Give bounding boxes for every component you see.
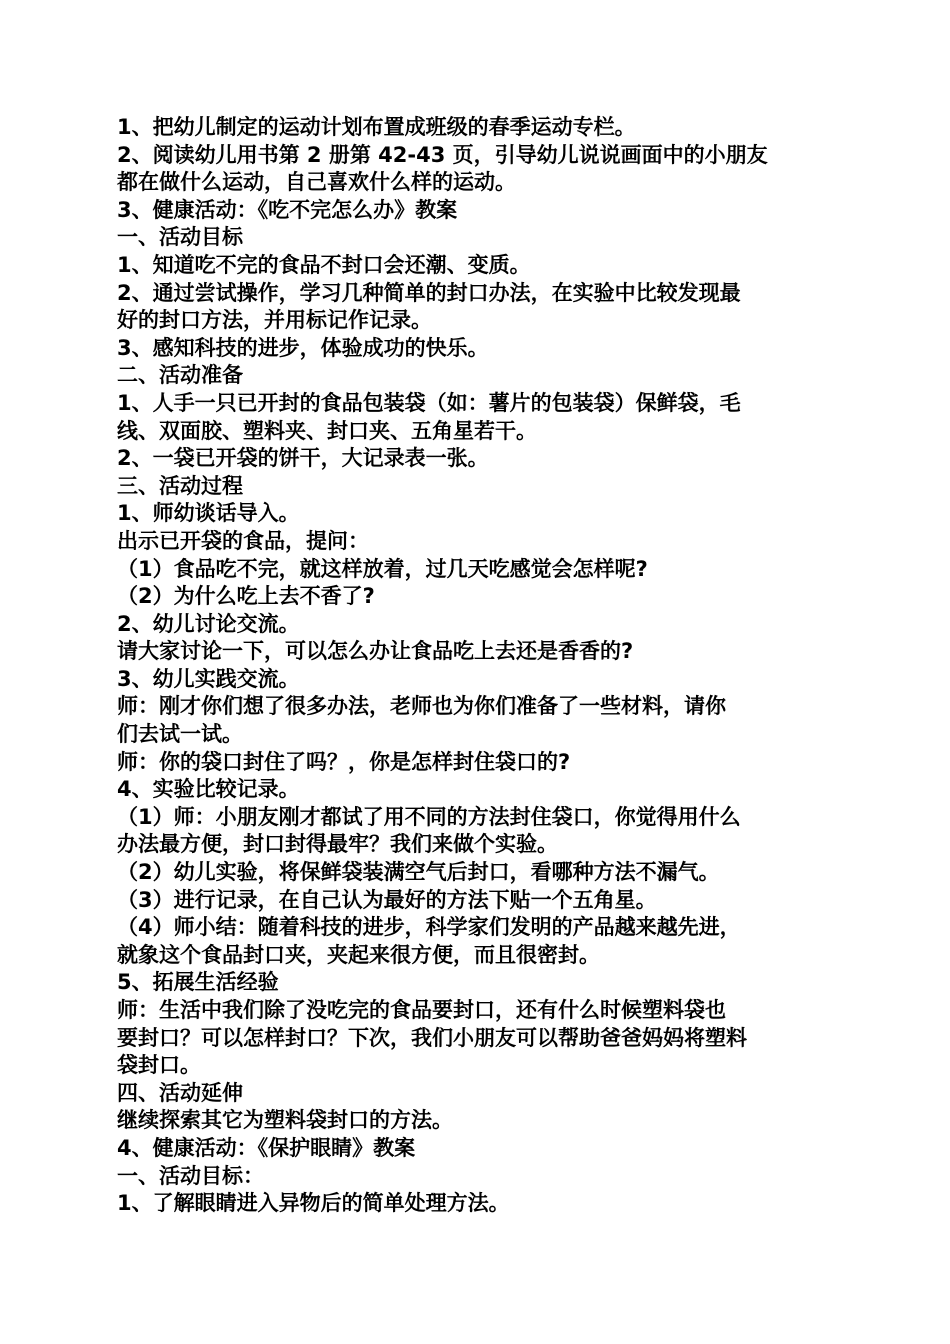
text-line: 2、一袋已开袋的饼干，大记录表一张。: [117, 446, 489, 471]
text-line: 要封口？可以怎样封口？下次，我们小朋友可以帮助爸爸妈妈将塑料: [117, 1025, 747, 1050]
document-body: [117, 114, 837, 1218]
text-line: 3、幼儿实践交流。: [117, 666, 300, 691]
text-line: （2）为什么吃上去不香了?: [117, 584, 375, 609]
text-line: 一、活动目标：: [117, 1163, 264, 1188]
text-line: 都在做什么运动，自己喜欢什么样的运动。: [117, 170, 516, 195]
text-line: 袋封口。: [117, 1053, 201, 1078]
text-line: 就象这个食品封口夹，夹起来很方便，而且很密封。: [117, 942, 600, 967]
text-line: 1、师幼谈话导入。: [117, 501, 300, 526]
text-line: 继续探索其它为塑料袋封口的方法。: [117, 1108, 453, 1133]
text-line: 们去试一试。: [117, 722, 243, 747]
text-line: （2）幼儿实验，将保鲜袋装满空气后封口，看哪种方法不漏气。: [117, 860, 720, 885]
text-line: 好的封口方法，并用标记作记录。: [117, 308, 432, 333]
text-line: 师：刚才你们想了很多办法，老师也为你们准备了一些材料，请你: [117, 694, 726, 719]
text-line: 2、阅读幼儿用书第 2 册第 42-43 页，引导幼儿说说画面中的小朋友: [117, 142, 768, 167]
text-line: 1、了解眼睛进入异物后的简单处理方法。: [117, 1191, 510, 1216]
text-line: 1、人手一只已开封的食品包装袋（如：薯片的包装袋）保鲜袋，毛: [117, 390, 741, 415]
text-line: 2、通过尝试操作，学习几种简单的封口办法，在实验中比较发现最: [117, 280, 741, 305]
text-line: （3）进行记录，在自己认为最好的方法下贴一个五角星。: [117, 887, 657, 912]
text-line: （1）食品吃不完，就这样放着，过几天吃感觉会怎样呢?: [117, 556, 648, 581]
text-line: 线、双面胶、塑料夹、封口夹、五角星若干。: [117, 418, 537, 443]
text-line: 一、活动目标: [117, 225, 243, 250]
text-line: 师：你的袋口封住了吗？，你是怎样封住袋口的?: [117, 749, 571, 774]
text-line: 1、把幼儿制定的运动计划布置成班级的春季运动专栏。: [117, 115, 636, 139]
text-line: 4、健康活动：《保护眼睛》教案: [117, 1135, 416, 1160]
text-line: 办法最方便，封口封得最牢？我们来做个实验。: [117, 832, 558, 857]
text-line: 2、幼儿讨论交流。: [117, 611, 300, 636]
text-line: 3、健康活动：《吃不完怎么办》教案: [117, 197, 458, 222]
text-line: 三、活动过程: [117, 473, 243, 498]
text-line: 师：生活中我们除了没吃完的食品要封口，还有什么时候塑料袋也: [117, 998, 726, 1022]
text-line: 四、活动延伸: [117, 1080, 243, 1105]
text-line: 4、实验比较记录。: [117, 777, 300, 802]
text-line: 1、知道吃不完的食品不封口会还潮、变质。: [117, 252, 531, 277]
text-line: （1）师：小朋友刚才都试了用不同的方法封住袋口，你觉得用什么: [117, 804, 741, 829]
text-line: 3、感知科技的进步，体验成功的快乐。: [117, 335, 489, 360]
text-line: 出示已开袋的食品，提问：: [117, 528, 369, 553]
text-line: 请大家讨论一下，可以怎么办让食品吃上去还是香香的?: [117, 639, 634, 664]
text-line: （4）师小结：随着科技的进步，科学家们发明的产品越来越先进，: [117, 915, 741, 940]
text-line: 二、活动准备: [117, 363, 243, 388]
text-line: 5、拓展生活经验: [117, 970, 279, 995]
